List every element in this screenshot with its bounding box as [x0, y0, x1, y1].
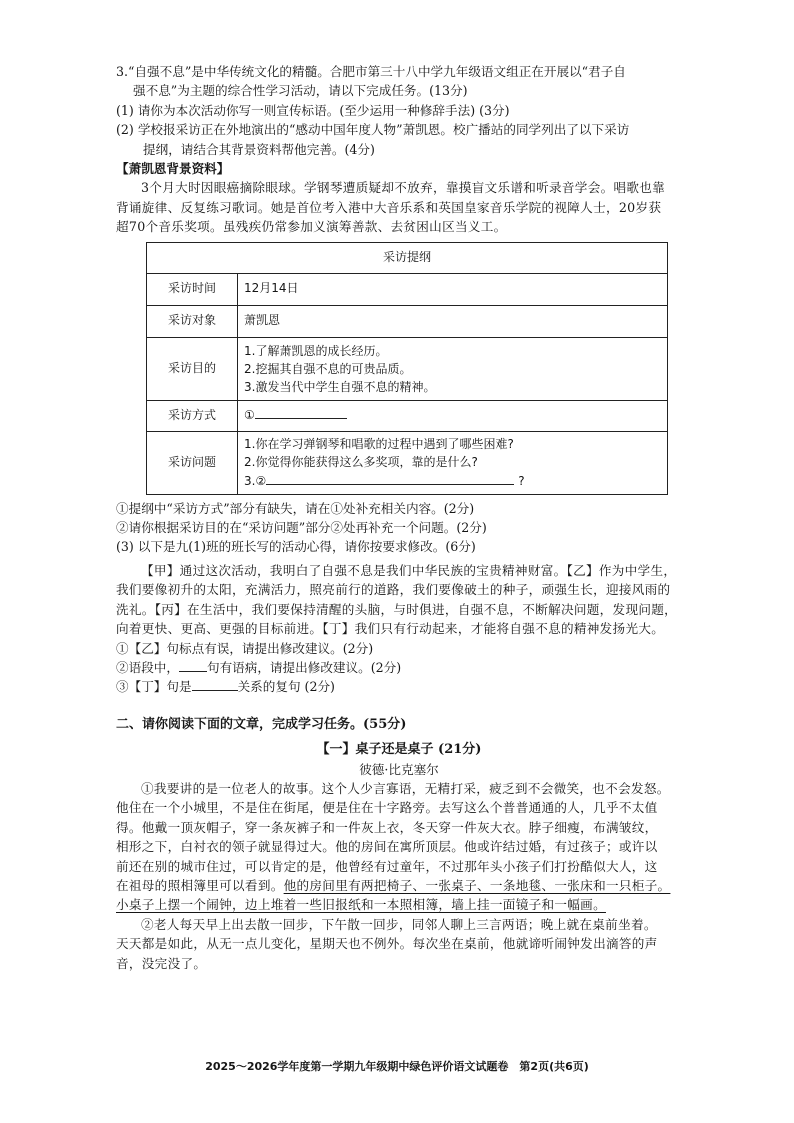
- background-line2: 背诵旋律、反复练习歌词。她是首位考入港中大音乐系和英国皇家音乐学院的视障人士，20岁获: [116, 199, 662, 215]
- revision-3: [116, 677, 682, 696]
- passage-line3: 洗礼。【丙】在生活中，我们要保持清醒的头脑，与时俱进，自强不息，不断解决问题，发现问题，: [116, 601, 678, 617]
- article-p1-line4: 相形之下，白衬衣的领子就显得过大。他的房间在寓所顶层。他或许结过婚，有过孩子；或许以: [116, 839, 658, 855]
- q3-task2-line2: 提纲，请结合其背景资料帮他完善。(4分): [143, 141, 375, 157]
- q3-task3: (3) 以下是九(1)班的班长写的活动心得，请你按要求修改。(6分): [116, 539, 476, 555]
- passage-line4: 向着更快、更高、更强的目标前进。【丁】我们只有行动起来，才能将自强不息的精神发扬光大。: [116, 621, 665, 637]
- q3-stem-line1: 3.“自强不息”是中华传统文化的精髓。合肥市第三十八中学九年级语文组正在开展以“君子自: [116, 64, 626, 79]
- questions-list: [238, 431, 668, 494]
- method-cell: [238, 400, 668, 431]
- article-p1-line7-underlined: 小桌子上摆一个闹钟，边上堆着一些旧报纸和一本照相簿，墙上挂一面镜子和一幅画。: [116, 897, 606, 913]
- target-label: 采访对象: [147, 305, 238, 337]
- time-label: 采访时间: [147, 273, 238, 305]
- section2-title: 二、请你阅读下面的文章，完成学习任务。(55分): [116, 716, 407, 732]
- underlined-sentence: 他的房间里有两把椅子、一张桌子、一条地毯、一张床和一只柜子。: [283, 877, 671, 893]
- revision-2: [116, 658, 682, 677]
- sub-question-1: ①提纲中“采访方式”部分有缺失，请在①处补充相关内容。(2分): [116, 500, 475, 516]
- revision-1: ①【乙】句标点有误，请提出修改建议。(2分): [116, 640, 374, 656]
- purpose-list: [238, 337, 668, 400]
- article-author: 彼德·比克塞尔: [359, 761, 439, 777]
- passage-line1: 【甲】通过这次活动，我明白了自强不息是我们中华民族的宝贵精神财富。【乙】作为中学生，: [141, 562, 677, 578]
- q3-stem-line2: 强不息”为主题的综合性学习活动，请以下完成任务。(13分): [133, 83, 468, 99]
- article-p2-line3: 音，没完没了。: [116, 955, 207, 971]
- article-p1-line2: 他住在一个小城里，不是住在街尾，便是住在十字路旁。去写这么个普普通通的人，几乎不太值: [116, 800, 658, 816]
- time-value: 12月14日: [238, 273, 668, 305]
- article-p1-line3: 得。他戴一顶灰帽子，穿一条灰裤子和一件灰上衣，冬天穿一件灰大衣。脖子细瘦，布满皱纹，: [116, 819, 658, 835]
- question-item: 1.你在学习弹钢琴和唱歌的过程中遇到了哪些困难?: [244, 437, 514, 452]
- revision-3-suffix: 关系的复句 (2分): [237, 679, 335, 695]
- questions-label: 采访问题: [147, 431, 238, 494]
- background-line1: 3个月大时因眼癌摘除眼球。学钢琴遭质疑却不放弃，靠摸盲文乐谱和听录音学会。唱歌也靠: [141, 180, 666, 196]
- revision-2-suffix: 句有语病，请提出修改建议。(2分): [206, 659, 402, 675]
- question3-prefix: 3.②: [244, 474, 267, 489]
- article-p2-line1: ②老人每天早上出去散一回步，下午散一回步，同邻人聊上三言两语；晚上就在桌前坐着。: [141, 916, 657, 932]
- article-p1-line5: 前还在别的城市住过，可以肯定的是，他曾经有过童年，不过那年头小孩子们打扮酷似大人，这: [116, 858, 658, 874]
- q3-task2-line1: (2) 学校报采访正在外地演出的“感动中国年度人物”萧凯恩。校广播站的同学列出了以下采访: [116, 122, 630, 138]
- sub-question-2: ②请你根据采访目的在“采访问题”部分②处再补充一个问题。(2分): [116, 520, 487, 536]
- page-footer: 2025～2026学年度第一学期九年级期中绿色评价语文试题卷 第2页(共6页): [205, 1060, 589, 1073]
- table-header: 采访提纲: [147, 242, 668, 273]
- exam-page: [116, 62, 682, 973]
- article-p1-line6: [116, 876, 682, 895]
- revision-3-prefix: ③【丁】句是: [116, 679, 192, 695]
- background-line3: 超70个音乐奖项。虽残疾仍常参加义演筹善款、去贫困山区当义工。: [116, 219, 507, 235]
- background-label: 【萧凯恩背景资料】: [116, 161, 230, 177]
- purpose-item: 2.挖掘其自强不息的可贵品质。: [244, 361, 412, 376]
- question-item-blank-row: [244, 471, 661, 490]
- method-blank[interactable]: [255, 405, 347, 419]
- revision-2-prefix: ②语段中，: [116, 659, 179, 675]
- article-title: 【一】桌子还是桌子 (21分): [316, 742, 482, 758]
- question3-suffix: ?: [518, 474, 525, 489]
- purpose-item: 1.了解萧凯恩的成长经历。: [244, 343, 388, 358]
- article-p1-line1: ①我要讲的是一位老人的故事。这个人少言寡语，无精打采，疲乏到不会微笑，也不会发怒。: [141, 780, 670, 796]
- revision-2-blank[interactable]: [179, 658, 207, 672]
- question3-blank[interactable]: [266, 471, 514, 485]
- purpose-label: 采访目的: [147, 337, 238, 400]
- article-p1-line6a: 在祖母的照相簿里可以看到。: [116, 877, 284, 893]
- method-label: 采访方式: [147, 400, 238, 431]
- interview-outline-table: [146, 242, 668, 495]
- passage-line2: 我们要像初升的太阳，充满活力，照亮前行的道路，我们要像破土的种子，顽强生长，迎接风雨的: [116, 582, 671, 598]
- method-marker: ①: [244, 408, 255, 423]
- question-item: 2.你觉得你能获得这么多奖项，靠的是什么?: [244, 455, 478, 470]
- q3-task1: (1) 请你为本次活动你写一则宣传标语。(至少运用一种修辞手法) (3分): [116, 102, 510, 118]
- revision-3-blank[interactable]: [192, 677, 238, 691]
- article-p2-line2: 天天都是如此，从无一点儿变化，星期天也不例外。每次坐在桌前，他就谛听闹钟发出滴答的声: [116, 936, 658, 952]
- purpose-item: 3.激发当代中学生自强不息的精神。: [244, 379, 436, 394]
- target-value: 萧凯恩: [238, 305, 668, 337]
